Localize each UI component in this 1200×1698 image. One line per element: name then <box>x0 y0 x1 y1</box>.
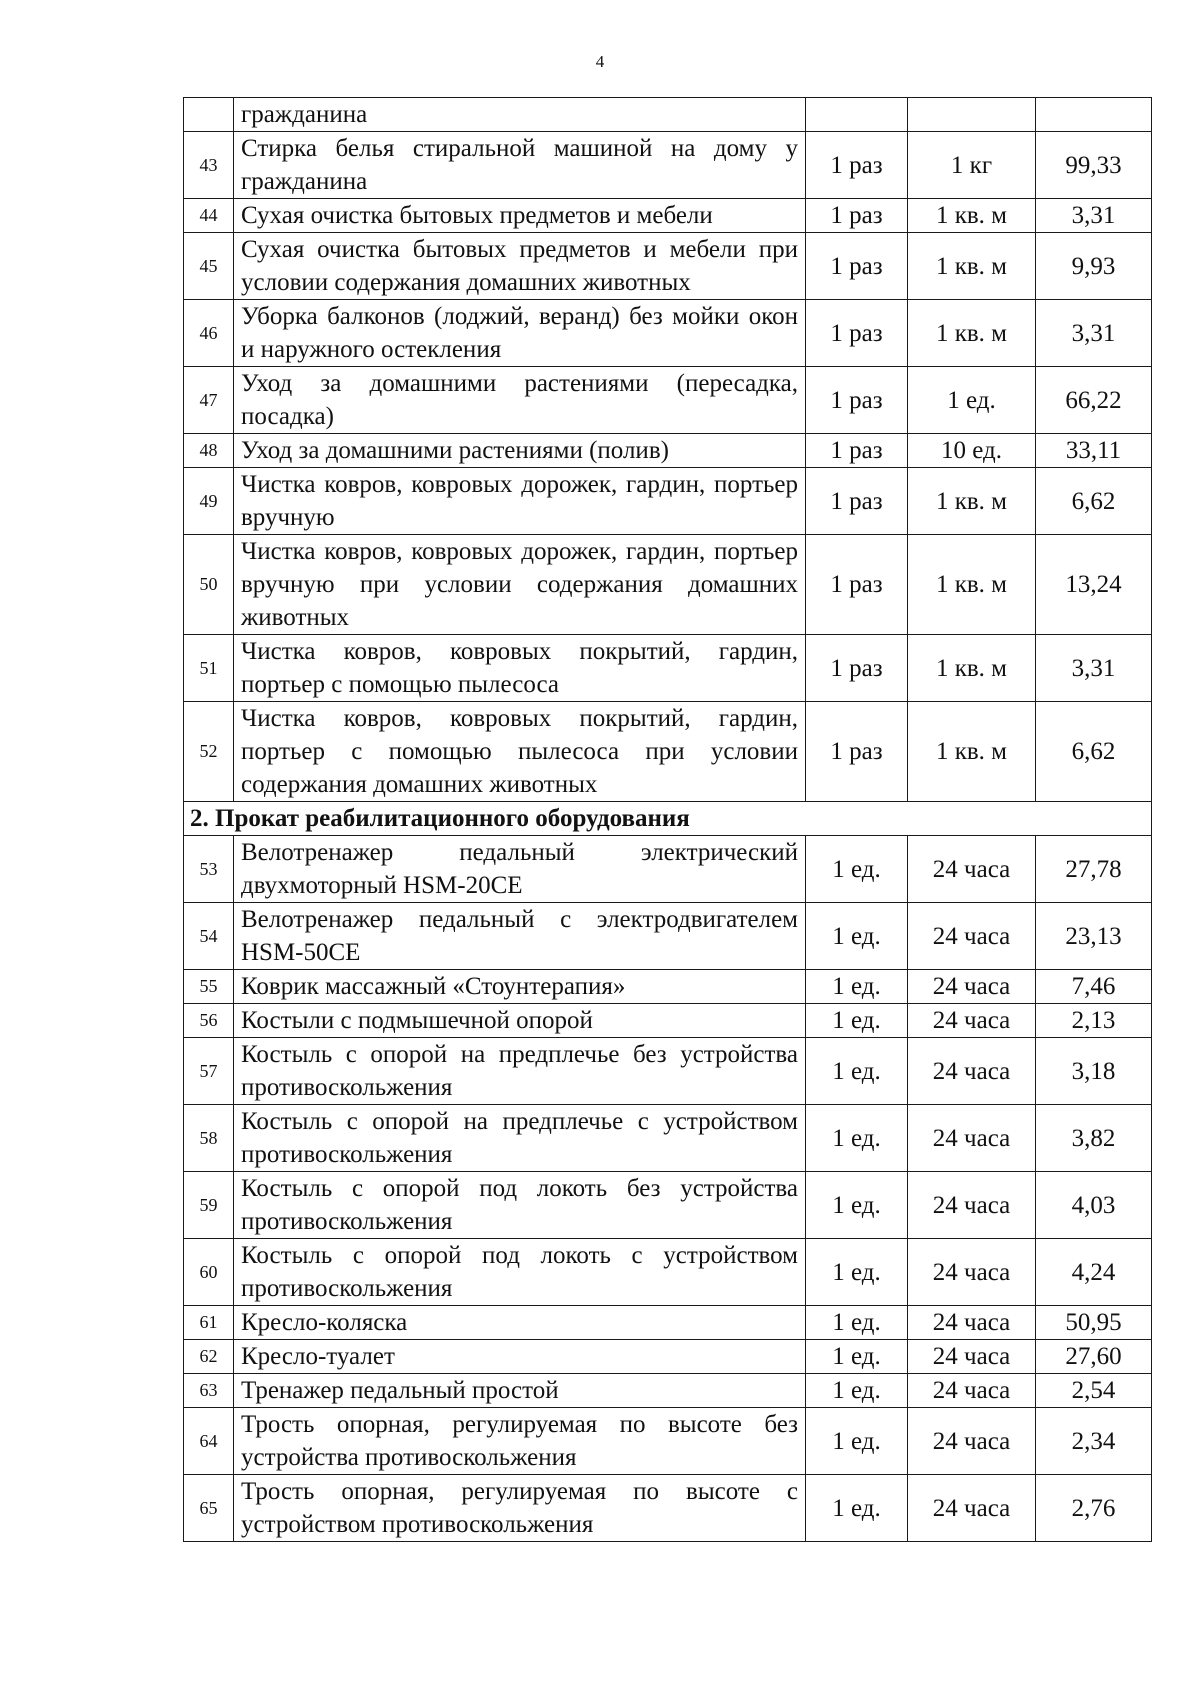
frequency-cell: 1 ед. <box>806 1004 908 1038</box>
frequency-cell: 1 раз <box>806 199 908 233</box>
row-number-cell <box>184 98 234 132</box>
table-row <box>184 635 1152 702</box>
row-number-cell: 48 <box>184 434 234 468</box>
row-number-cell: 49 <box>184 468 234 535</box>
row-number-cell: 63 <box>184 1374 234 1408</box>
price-cell: 6,62 <box>1036 702 1152 802</box>
row-number-cell: 52 <box>184 702 234 802</box>
frequency-cell: 1 ед. <box>806 1340 908 1374</box>
price-cell: 50,95 <box>1036 1306 1152 1340</box>
price-cell: 33,11 <box>1036 434 1152 468</box>
row-number-cell: 50 <box>184 535 234 635</box>
price-cell: 3,31 <box>1036 199 1152 233</box>
frequency-cell: 1 раз <box>806 468 908 535</box>
service-name-cell: Велотренажер педальный с электродвигателем HSM-50CE <box>234 903 806 970</box>
frequency-cell: 1 ед. <box>806 1105 908 1172</box>
unit-cell: 1 кв. м <box>908 199 1036 233</box>
row-number-cell: 46 <box>184 300 234 367</box>
table-row <box>184 300 1152 367</box>
row-number-cell: 54 <box>184 903 234 970</box>
section-title: 2. Прокат реабилитационного оборудования <box>184 802 1152 836</box>
unit-cell: 24 часа <box>908 1340 1036 1374</box>
unit-cell: 1 кв. м <box>908 233 1036 300</box>
table-row <box>184 702 1152 802</box>
unit-cell: 24 часа <box>908 1004 1036 1038</box>
table-row <box>184 233 1152 300</box>
service-name-cell: Трость опорная, регулируемая по высоте с устройством противоскольжения <box>234 1475 806 1542</box>
row-number-cell: 59 <box>184 1172 234 1239</box>
service-name-cell: Коврик массажный «Стоунтерапия» <box>234 970 806 1004</box>
service-name-cell: Уборка балконов (лоджий, веранд) без мойки окон и наружного остекления <box>234 300 806 367</box>
frequency-cell: 1 раз <box>806 367 908 434</box>
price-cell: 13,24 <box>1036 535 1152 635</box>
frequency-cell: 1 раз <box>806 702 908 802</box>
service-name-cell: Кресло-коляска <box>234 1306 806 1340</box>
service-name-cell: Сухая очистка бытовых предметов и мебели при условии содержания домашних животных <box>234 233 806 300</box>
frequency-cell: 1 раз <box>806 535 908 635</box>
service-name-cell: Трость опорная, регулируемая по высоте без устройства противоскольжения <box>234 1408 806 1475</box>
table-row <box>184 1004 1152 1038</box>
service-name-cell: Уход за домашними растениями (пересадка, посадка) <box>234 367 806 434</box>
row-number-cell: 44 <box>184 199 234 233</box>
frequency-cell: 1 ед. <box>806 1038 908 1105</box>
table-row <box>184 199 1152 233</box>
price-cell: 3,82 <box>1036 1105 1152 1172</box>
row-number-cell: 43 <box>184 132 234 199</box>
table-row <box>184 434 1152 468</box>
table-row <box>184 903 1152 970</box>
row-number-cell: 53 <box>184 836 234 903</box>
table-row <box>184 836 1152 903</box>
unit-cell: 24 часа <box>908 1172 1036 1239</box>
table-row <box>184 1340 1152 1374</box>
row-number-cell: 61 <box>184 1306 234 1340</box>
price-cell: 2,76 <box>1036 1475 1152 1542</box>
price-cell: 2,34 <box>1036 1408 1152 1475</box>
service-name-cell: Кресло-туалет <box>234 1340 806 1374</box>
table-row <box>184 1306 1152 1340</box>
row-number-cell: 57 <box>184 1038 234 1105</box>
table-row-continuation <box>184 98 1152 132</box>
unit-cell: 24 часа <box>908 1105 1036 1172</box>
row-number-cell: 62 <box>184 1340 234 1374</box>
frequency-cell: 1 раз <box>806 132 908 199</box>
frequency-cell: 1 ед. <box>806 1172 908 1239</box>
frequency-cell: 1 ед. <box>806 1475 908 1542</box>
table-row <box>184 1105 1152 1172</box>
table-row <box>184 1475 1152 1542</box>
row-number-cell: 45 <box>184 233 234 300</box>
unit-cell: 24 часа <box>908 1306 1036 1340</box>
service-name-cell: Сухая очистка бытовых предметов и мебели <box>234 199 806 233</box>
frequency-cell: 1 ед. <box>806 1408 908 1475</box>
price-cell: 3,31 <box>1036 635 1152 702</box>
service-name-cell: Чистка ковров, ковровых покрытий, гардин, портьер с помощью пылесоса <box>234 635 806 702</box>
unit-cell: 1 ед. <box>908 367 1036 434</box>
unit-cell: 24 часа <box>908 1408 1036 1475</box>
row-number-cell: 65 <box>184 1475 234 1542</box>
service-name-cell: Костыли с подмышечной опорой <box>234 1004 806 1038</box>
frequency-cell: 1 раз <box>806 300 908 367</box>
frequency-cell: 1 раз <box>806 434 908 468</box>
price-cell: 66,22 <box>1036 367 1152 434</box>
row-number-cell: 51 <box>184 635 234 702</box>
section-heading-row <box>184 802 1152 836</box>
unit-cell: 1 кв. м <box>908 535 1036 635</box>
frequency-cell: 1 ед. <box>806 1306 908 1340</box>
frequency-cell: 1 ед. <box>806 1374 908 1408</box>
unit-cell: 24 часа <box>908 1475 1036 1542</box>
price-cell: 27,60 <box>1036 1340 1152 1374</box>
frequency-cell: 1 раз <box>806 233 908 300</box>
price-cell: 27,78 <box>1036 836 1152 903</box>
table-row <box>184 1374 1152 1408</box>
service-name-cell: Чистка ковров, ковровых дорожек, гардин, портьер вручную <box>234 468 806 535</box>
table-row <box>184 468 1152 535</box>
frequency-cell: 1 раз <box>806 635 908 702</box>
service-name-cell: Костыль с опорой под локоть с устройством противоскольжения <box>234 1239 806 1306</box>
unit-cell: 1 кв. м <box>908 468 1036 535</box>
unit-cell: 10 ед. <box>908 434 1036 468</box>
frequency-cell <box>806 98 908 132</box>
frequency-cell: 1 ед. <box>806 970 908 1004</box>
service-name-cell: Костыль с опорой под локоть без устройства противоскольжения <box>234 1172 806 1239</box>
service-name-cell: гражданина <box>234 98 806 132</box>
price-cell: 2,54 <box>1036 1374 1152 1408</box>
price-cell: 3,18 <box>1036 1038 1152 1105</box>
unit-cell: 24 часа <box>908 1038 1036 1105</box>
table-row <box>184 970 1152 1004</box>
service-name-cell: Чистка ковров, ковровых покрытий, гардин, портьер с помощью пылесоса при условии содержания домашних животных <box>234 702 806 802</box>
price-cell: 2,13 <box>1036 1004 1152 1038</box>
table-row <box>184 1239 1152 1306</box>
price-cell: 3,31 <box>1036 300 1152 367</box>
frequency-cell: 1 ед. <box>806 836 908 903</box>
row-number-cell: 55 <box>184 970 234 1004</box>
frequency-cell: 1 ед. <box>806 903 908 970</box>
price-cell: 4,24 <box>1036 1239 1152 1306</box>
table-row <box>184 1408 1152 1475</box>
unit-cell: 1 кв. м <box>908 635 1036 702</box>
price-cell: 99,33 <box>1036 132 1152 199</box>
unit-cell: 24 часа <box>908 970 1036 1004</box>
row-number-cell: 64 <box>184 1408 234 1475</box>
price-cell: 23,13 <box>1036 903 1152 970</box>
table-row <box>184 367 1152 434</box>
service-name-cell: Костыль с опорой на предплечье без устройства противоскольжения <box>234 1038 806 1105</box>
unit-cell: 24 часа <box>908 1239 1036 1306</box>
table-row <box>184 1172 1152 1239</box>
unit-cell: 24 часа <box>908 1374 1036 1408</box>
table-row <box>184 132 1152 199</box>
service-name-cell: Тренажер педальный простой <box>234 1374 806 1408</box>
service-name-cell: Велотренажер педальный электрический двухмоторный HSM-20CE <box>234 836 806 903</box>
row-number-cell: 58 <box>184 1105 234 1172</box>
table-row <box>184 1038 1152 1105</box>
row-number-cell: 60 <box>184 1239 234 1306</box>
price-cell: 6,62 <box>1036 468 1152 535</box>
row-number-cell: 56 <box>184 1004 234 1038</box>
price-cell: 4,03 <box>1036 1172 1152 1239</box>
price-cell: 9,93 <box>1036 233 1152 300</box>
frequency-cell: 1 ед. <box>806 1239 908 1306</box>
service-name-cell: Костыль с опорой на предплечье с устройством противоскольжения <box>234 1105 806 1172</box>
unit-cell: 1 кв. м <box>908 702 1036 802</box>
unit-cell: 1 кв. м <box>908 300 1036 367</box>
unit-cell: 24 часа <box>908 836 1036 903</box>
table-row <box>184 535 1152 635</box>
service-name-cell: Стирка белья стиральной машиной на дому у гражданина <box>234 132 806 199</box>
service-name-cell: Уход за домашними растениями (полив) <box>234 434 806 468</box>
price-table <box>183 97 1152 1542</box>
page-number: 4 <box>595 52 605 71</box>
row-number-cell: 47 <box>184 367 234 434</box>
price-cell <box>1036 98 1152 132</box>
unit-cell <box>908 98 1036 132</box>
price-cell: 7,46 <box>1036 970 1152 1004</box>
unit-cell: 1 кг <box>908 132 1036 199</box>
unit-cell: 24 часа <box>908 903 1036 970</box>
service-name-cell: Чистка ковров, ковровых дорожек, гардин, портьер вручную при условии содержания домашних животных <box>234 535 806 635</box>
